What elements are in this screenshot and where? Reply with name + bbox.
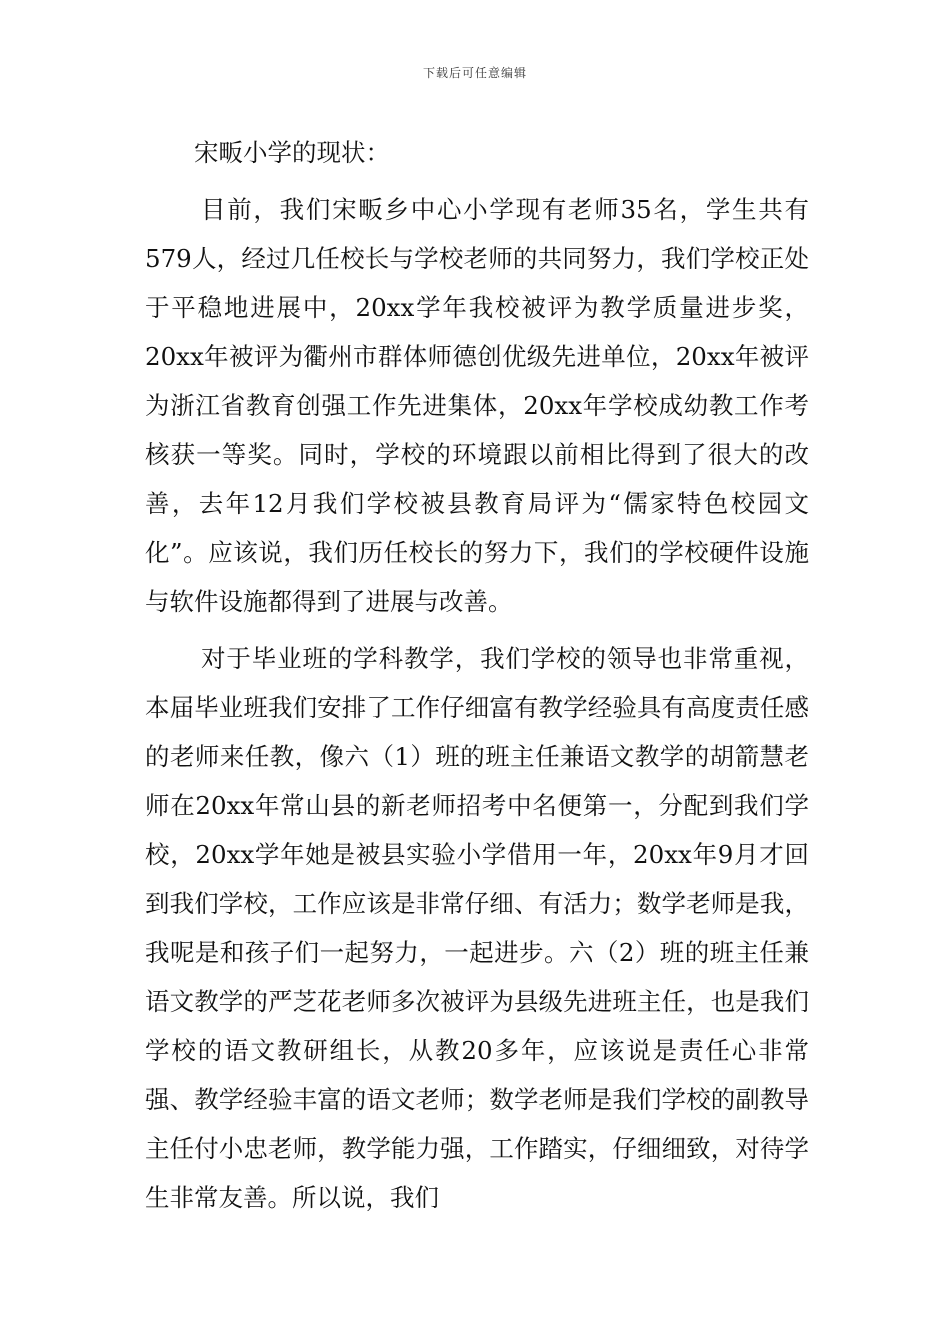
paragraph-school-status: 目前，我们宋畈乡中心小学现有老师35名，学生共有579人，经过几任校长与学校老师的共同努力，我们学校正处于平稳地进展中，20xx学年我校被评为教学质量进步奖，20xx年被评为衢州市群体师德创优级先进单位，20xx年被评为浙江省教育创强工作先进集体，20xx年学校成幼教工作考核获一等奖。同时，学校的环境跟以前相比得到了很大的改善，去年12月我们学校被县教育局评为“儒家特色校园文化”。应该说，我们历任校长的努力下，我们的学校硬件设施与软件设施都得到了进展与改善。 [145,195,809,616]
document-body [145,128,809,1230]
download-note: 下载后可任意编辑 [422,66,527,80]
paragraph-graduating-classes: 对于毕业班的学科教学，我们学校的领导也非常重视，本届毕业班我们安排了工作仔细富有教学经验具有高度责任感的老师来任教，像六（1）班的班主任兼语文教学的胡箭慧老师在20xx年常山县的新老师招考中名便第一，分配到我们学校，20xx学年她是被县实验小学借用一年，20xx年9月才回到我们学校，工作应该是非常仔细、有活力；数学老师是我，我呢是和孩子们一起努力，一起进步。六（2）班的班主任兼语文教学的严芝花老师多次被评为县级先进班主任，也是我们学校的语文教研组长，从教20多年，应该说是责任心非常强、教学经验丰富的语文老师；数学老师是我们学校的副教导主任付小忠老师，教学能力强，工作踏实，仔细细致，对待学生非常友善。所以说，我们 [145,644,809,1212]
section-heading: 宋畈小学的现状： [194,138,390,167]
